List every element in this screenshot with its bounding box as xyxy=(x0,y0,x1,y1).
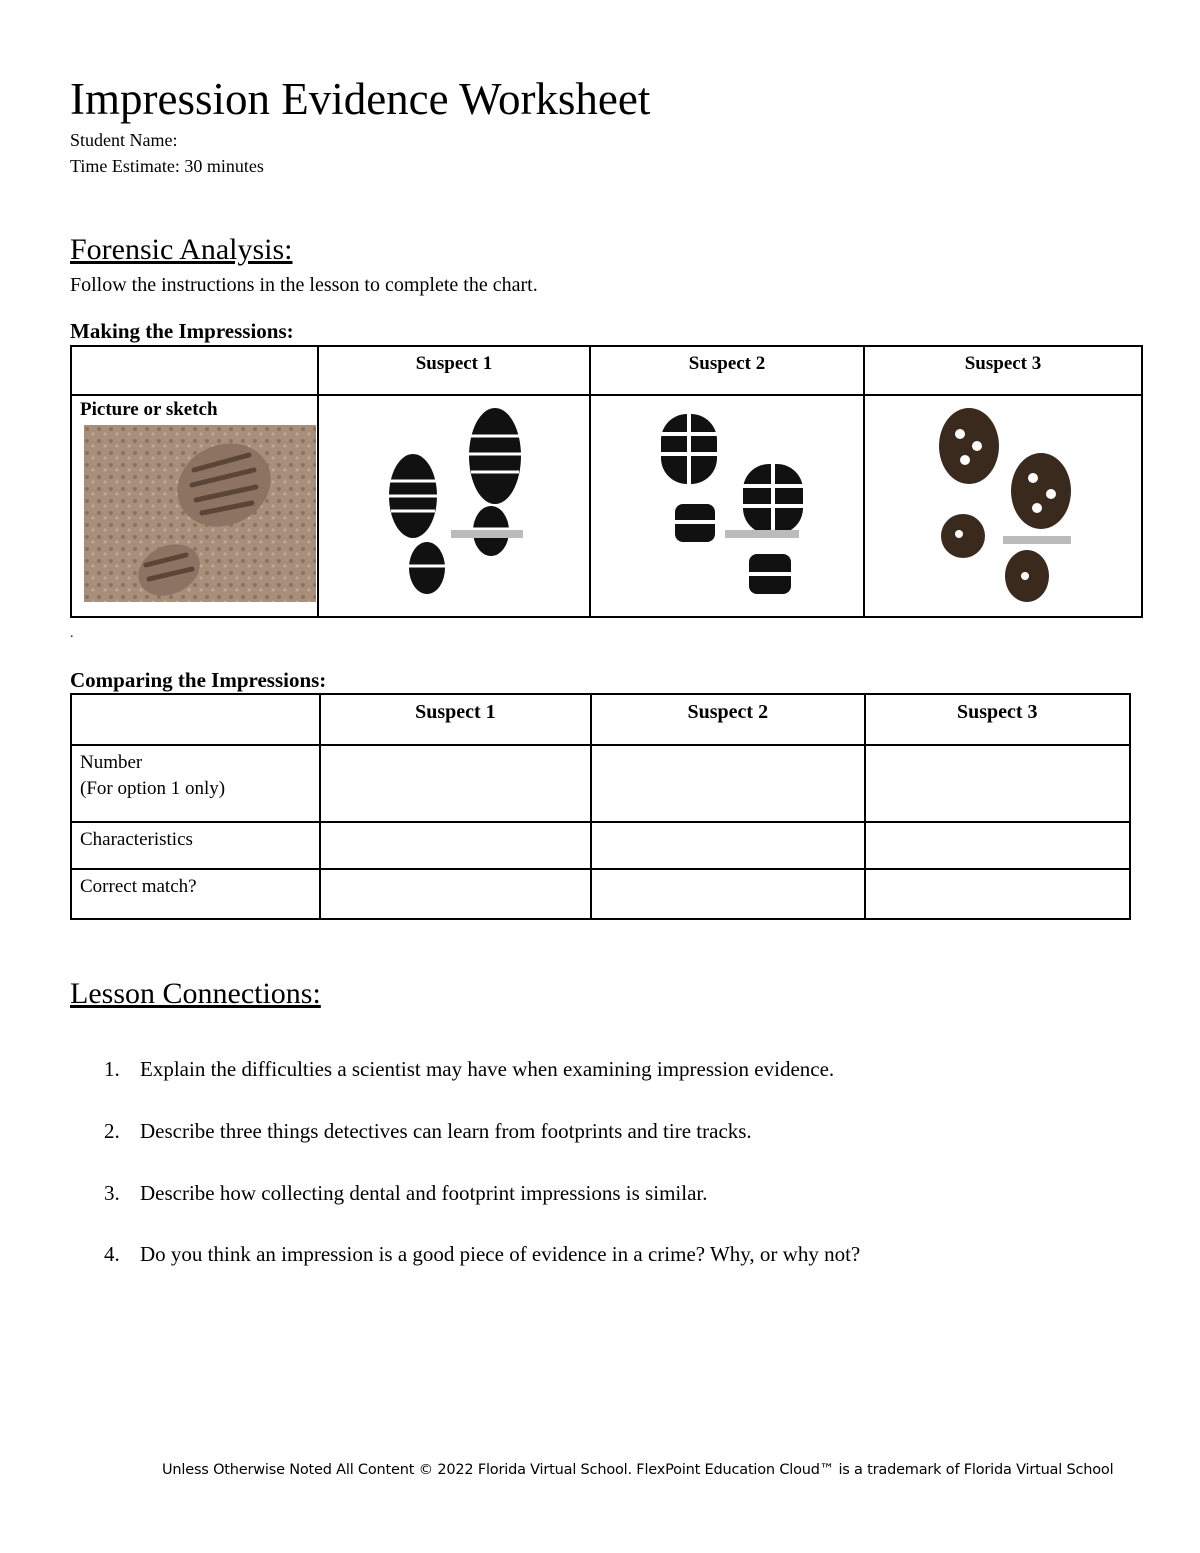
suspect-3-header: Suspect 3 xyxy=(865,694,1130,745)
copyright-footer: Unless Otherwise Noted All Content © 2022 Florida Virtual School. FlexPoint Education Cloud™ is a trademark of Florida Virtual School xyxy=(162,1462,1114,1478)
row-label-line: Correct match? xyxy=(80,876,197,897)
list-item xyxy=(104,1242,860,1267)
question-text: Describe how collecting dental and footprint impressions is similar. xyxy=(140,1181,708,1205)
list-item xyxy=(104,1057,834,1082)
forensic-instructions: Follow the instructions in the lesson to complete the chart. xyxy=(70,274,538,296)
time-estimate: Time Estimate: 30 minutes xyxy=(70,156,264,176)
row-label-line: Characteristics xyxy=(80,829,193,850)
comparing-impressions-label: Comparing the Impressions: xyxy=(70,668,327,692)
question-number: 4. xyxy=(104,1242,120,1266)
lesson-connections-heading: Lesson Connections: xyxy=(70,977,321,1010)
question-text: Do you think an impression is a good piece of evidence in a crime? Why, or why not? xyxy=(140,1242,861,1266)
row-label-line: (For option 1 only) xyxy=(80,778,226,799)
question-number: 3. xyxy=(104,1181,120,1205)
row-label-line: Number xyxy=(80,752,143,773)
suspect-3-header: Suspect 3 xyxy=(864,346,1142,395)
forensic-analysis-heading: Forensic Analysis: xyxy=(70,233,293,266)
picture-sketch-label: Picture or sketch xyxy=(80,399,218,420)
question-number: 2. xyxy=(104,1119,120,1143)
suspect-2-header: Suspect 2 xyxy=(590,346,864,395)
suspect-1-header: Suspect 1 xyxy=(318,346,590,395)
list-item xyxy=(104,1119,752,1144)
question-text: Describe three things detectives can learn from footprints and tire tracks. xyxy=(140,1119,752,1143)
worksheet-title: Impression Evidence Worksheet xyxy=(70,74,651,124)
question-list xyxy=(104,0,1104,1300)
suspect-2-header: Suspect 2 xyxy=(591,694,864,745)
stray-period: . xyxy=(70,626,74,641)
question-number: 1. xyxy=(104,1057,120,1081)
suspect-1-header: Suspect 1 xyxy=(320,694,591,745)
student-name-label: Student Name: xyxy=(70,130,178,150)
list-item xyxy=(104,1181,707,1206)
making-impressions-label: Making the Impressions: xyxy=(70,319,294,343)
question-text: Explain the difficulties a scientist may have when examining impression evidence. xyxy=(140,1057,835,1081)
